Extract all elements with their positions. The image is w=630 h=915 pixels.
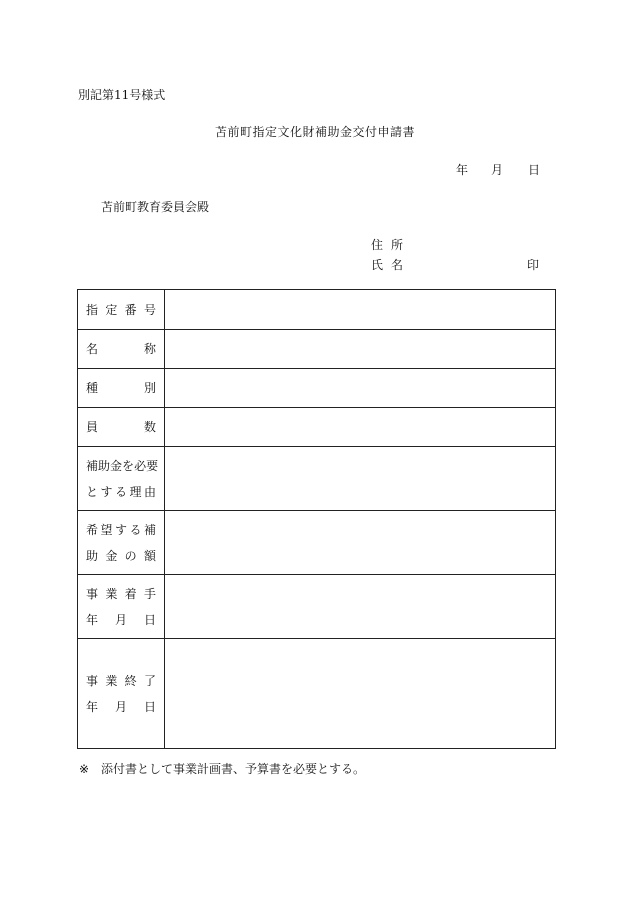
row-label-start-date [78, 575, 165, 639]
label-char: の [124, 548, 137, 563]
label-line [86, 668, 156, 694]
table-row [78, 447, 556, 511]
label-char: 補 [86, 458, 99, 473]
label-char: 理 [129, 484, 142, 499]
label-char: 助 [98, 458, 111, 473]
row-label-type [78, 369, 165, 408]
label-char: 希 [86, 522, 99, 537]
table-row [78, 575, 556, 639]
label-char: 月 [114, 699, 127, 714]
label-line [86, 517, 156, 543]
name-field[interactable] [165, 330, 556, 369]
label-char: と [86, 484, 99, 499]
label-char: す [100, 484, 113, 499]
label-line [86, 297, 156, 323]
label-char: 年 [86, 612, 99, 627]
label-char: 由 [143, 484, 156, 499]
applicant-name-label: 氏名 [371, 258, 412, 272]
label-line [86, 543, 156, 569]
application-table [77, 289, 556, 749]
label-char: 額 [143, 548, 156, 563]
table-row [78, 639, 556, 749]
label-char: 業 [105, 673, 118, 688]
label-char: 金 [105, 548, 118, 563]
table-row [78, 369, 556, 408]
label-char: 指 [86, 302, 99, 317]
form-number: 別記第11号様式 [78, 88, 166, 102]
footnote-text: 添付書として事業計画書、予算書を必要とする。 [101, 762, 366, 776]
label-char: 別 [143, 381, 156, 395]
label-char: 事 [86, 673, 99, 688]
member-count-field[interactable] [165, 408, 556, 447]
label-line [86, 581, 156, 607]
label-char: 必 [134, 458, 147, 473]
row-label-requested-amount [78, 511, 165, 575]
start-date-field[interactable] [165, 575, 556, 639]
label-char: 望 [100, 522, 113, 537]
label-char: す [114, 522, 127, 537]
label-char: る [114, 484, 127, 499]
label-line [86, 694, 156, 720]
row-label-end-date [78, 639, 165, 749]
label-char: 要 [146, 458, 159, 473]
label-line [86, 453, 159, 479]
label-char: 番 [124, 302, 137, 317]
table-row [78, 511, 556, 575]
label-char: 金 [110, 458, 123, 473]
label-line [86, 479, 156, 505]
label-char: 数 [143, 420, 156, 434]
label-char: 業 [105, 586, 118, 601]
table-row [78, 290, 556, 330]
label-char: 着 [124, 586, 137, 601]
seal-mark: 印 [527, 258, 540, 272]
type-field[interactable] [165, 369, 556, 408]
label-char: 日 [143, 699, 156, 714]
label-char: 了 [143, 673, 156, 688]
label-char: 手 [143, 586, 156, 601]
label-char: 員 [86, 420, 99, 434]
label-char: を [122, 458, 135, 473]
label-char: 号 [143, 302, 156, 317]
designation-number-field[interactable] [165, 290, 556, 330]
label-char: 日 [143, 612, 156, 627]
addressee: 苫前町教育委員会殿 [101, 200, 210, 214]
document-title: 苫前町指定文化財補助金交付申請書 [214, 125, 415, 139]
end-date-field[interactable] [165, 639, 556, 749]
label-char: 事 [86, 586, 99, 601]
table-row [78, 330, 556, 369]
label-char: 月 [114, 612, 127, 627]
label-line [86, 375, 156, 401]
applicant-address-label: 住所 [371, 238, 412, 252]
date-day-label: 日 [528, 163, 541, 177]
date-month-label: 月 [491, 163, 504, 177]
row-label-name [78, 330, 165, 369]
reason-field[interactable] [165, 447, 556, 511]
label-char: 終 [124, 673, 137, 688]
table-row [78, 408, 556, 447]
row-label-designation-number [78, 290, 165, 330]
label-char: 定 [105, 302, 118, 317]
row-label-member-count [78, 408, 165, 447]
date-year-label: 年 [456, 163, 469, 177]
label-char: 名 [86, 342, 99, 356]
footnote-mark: ※ [79, 762, 90, 776]
label-line [86, 336, 156, 362]
requested-amount-field[interactable] [165, 511, 556, 575]
label-char: 助 [86, 548, 99, 563]
label-char: 称 [143, 342, 156, 356]
footnote [79, 760, 365, 777]
label-line [86, 607, 156, 633]
label-line [86, 414, 156, 440]
label-char: 種 [86, 381, 99, 395]
label-char: 補 [143, 522, 156, 537]
label-char: 年 [86, 699, 99, 714]
row-label-reason [78, 447, 165, 511]
label-char: る [129, 522, 142, 537]
